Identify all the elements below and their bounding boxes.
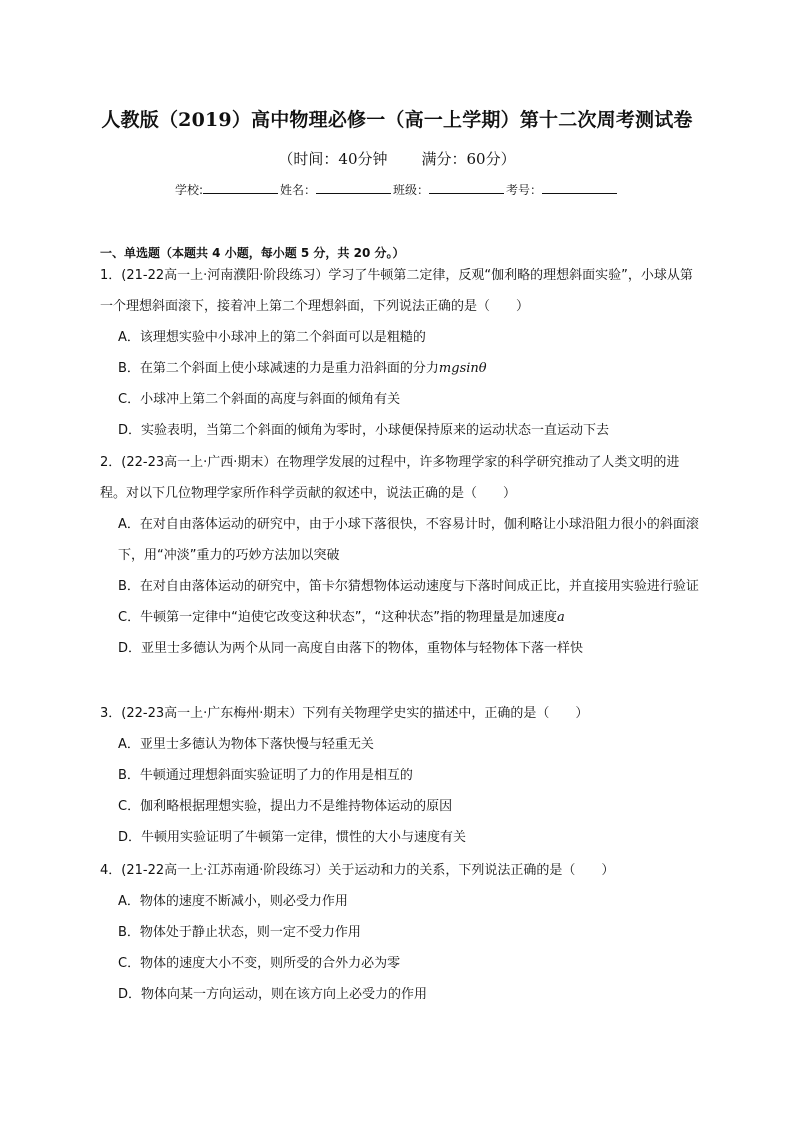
math-expression: mgsinθ — [438, 361, 487, 376]
option-d: D．亚里士多德认为两个从同一高度自由落下的物体，重物体与轻物体下落一样快 — [118, 641, 584, 656]
option-b — [100, 353, 700, 384]
full-score: 满分：60分） — [421, 150, 516, 168]
option-a: A．物体的速度不断减小，则必受力作用 — [118, 894, 348, 909]
name-label: 姓名： — [280, 183, 317, 197]
time-limit: （时间：40分钟 — [278, 150, 388, 168]
exam-title: 人教版（2019）高中物理必修一（高一上学期）第十二次周考测试卷 — [101, 109, 693, 131]
option-a: A．亚里士多德认为物体下落快慢与轻重无关 — [118, 737, 374, 752]
option-d: D．实验表明，当第二个斜面的倾角为零时，小球便保持原来的运动状态一直运动下去 — [118, 423, 610, 438]
question-stem: 3．(22-23高一上·广东梅州·期末）下列有关物理学史实的描述中，正确的是（ ） — [100, 706, 589, 721]
school-label: 学校: — [174, 183, 203, 197]
question-2 — [100, 447, 700, 664]
question-stem: 4．(21-22高一上·江苏南通·阶段练习）关于运动和力的关系，下列说法正确的是（ ） — [100, 863, 615, 878]
option-c: C．物体的速度大小不变，则所受的合外力必为零 — [118, 956, 401, 971]
name-blank — [316, 181, 391, 194]
number-label: 考号： — [506, 183, 543, 197]
student-info-line — [0, 181, 794, 198]
option-c: C．伽利略根据理想实验，提出力不是维持物体运动的原因 — [118, 799, 453, 814]
exam-subtitle — [0, 148, 794, 169]
class-label: 班级： — [393, 183, 430, 197]
math-expression: a — [557, 610, 565, 625]
option-text: C．牛顿第一定律中“迫使它改变这种状态”，“这种状态”指的物理量是加速度 — [118, 610, 558, 625]
option-a: A．该理想实验中小球冲上的第二个斜面可以是粗糙的 — [118, 330, 426, 345]
option-b: B．牛顿通过理想斜面实验证明了力的作用是相互的 — [118, 768, 413, 783]
number-blank — [542, 181, 617, 194]
question-1 — [100, 260, 700, 446]
option-b: B．物体处于静止状态，则一定不受力作用 — [118, 925, 361, 940]
option-a: A．在对自由落体运动的研究中，由于小球下落很快，不容易计时，伽利略让小球沿阻力很小的斜面滚下，用“冲淡”重力的巧妙方法加以突破 — [118, 517, 699, 563]
option-c: C．小球冲上第二个斜面的高度与斜面的倾角有关 — [118, 392, 401, 407]
question-stem: 1．(21-22高一上·河南濮阳·阶段练习）学习了牛顿第二定律，反观“伽利略的理想斜面实验”，小球从第一个理想斜面滚下，接着冲上第二个理想斜面，下列说法正确的是（ ） — [100, 268, 693, 314]
class-blank — [429, 181, 504, 194]
option-d: D．牛顿用实验证明了牛顿第一定律，惯性的大小与速度有关 — [118, 830, 467, 845]
section-heading: 一、单选题（本题共 4 小题，每小题 5 分，共 20 分。） — [100, 246, 405, 260]
question-4 — [100, 855, 700, 1010]
school-blank — [203, 181, 278, 194]
question-3 — [100, 698, 700, 853]
option-b: B．在对自由落体运动的研究中，笛卡尔猜想物体运动速度与下落时间成正比，并直接用实验进行验证 — [118, 579, 699, 594]
option-c — [100, 602, 700, 633]
question-stem: 2．(22-23高一上·广西·期末）在物理学发展的过程中，许多物理学家的科学研究推动了人类文明的进程。对以下几位物理学家所作科学贡献的叙述中，说法正确的是（ ） — [100, 455, 680, 501]
option-d: D．物体向某一方向运动，则在该方向上必受力的作用 — [118, 987, 428, 1002]
option-text: B．在第二个斜面上使小球减速的力是重力沿斜面的分力 — [118, 361, 439, 376]
